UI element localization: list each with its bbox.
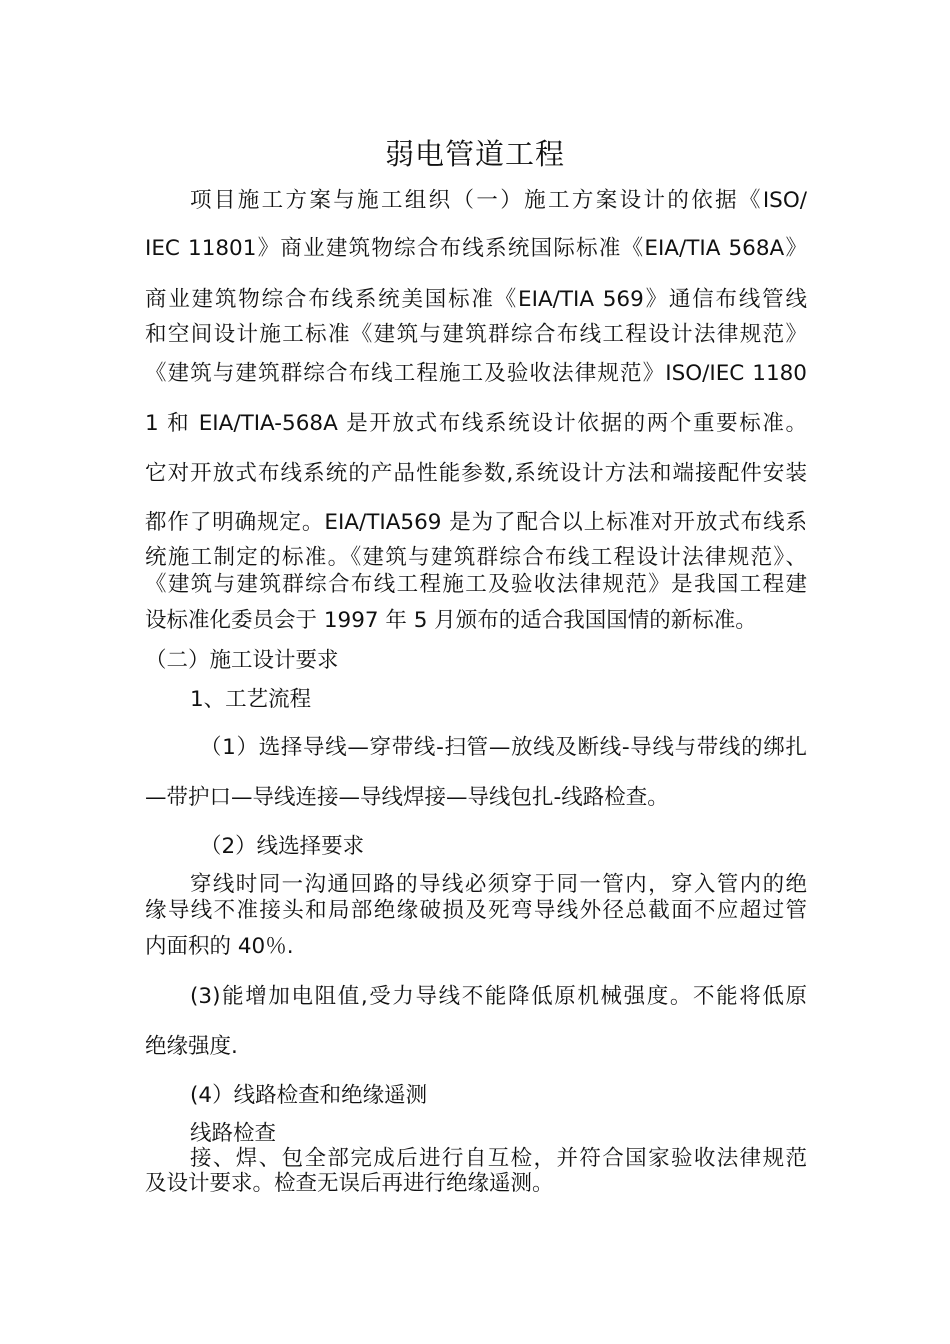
paragraph-line: —带护口—导线连接—导线焊接—导线包扎-线路检查。 [145,785,669,810]
paragraph-line: （1）选择导线—穿带线-扫管—放线及断线-导线与带线的绑扎 [200,735,807,760]
paragraph-line: 1 和 EIA/TIA-568A 是开放式布线系统设计依据的两个重要标准。 [145,411,807,436]
paragraph-line: 商业建筑物综合布线系统美国标准《EIA/TIA 569》通信布线管线 [145,287,807,312]
paragraph-line: 设标准化委员会于 1997 年 5 月颁布的适合我国国情的新标准。 [145,608,757,633]
paragraph-line: 和空间设计施工标准《建筑与建筑群综合布线工程设计法律规范》 [145,322,807,347]
paragraph-line: (3)能增加电阻值,受力导线不能降低原机械强度。不能将低原 [190,984,807,1009]
subsection-heading: （2）线选择要求 [200,834,365,859]
subsection-heading: 线路检查 [190,1121,277,1146]
paragraph-line: 都作了明确规定。EIA/TIA569 是为了配合以上标准对开放式布线系 [145,510,807,535]
paragraph-line: 项目施工方案与施工组织（一）施工方案设计的依据《ISO/ [190,188,807,213]
paragraph-line: 内面积的 40％. [145,934,294,959]
document-title: 弱电管道工程 [384,137,565,171]
paragraph-line: IEC 11801》商业建筑物综合布线系统国际标准《EIA/TIA 568A》 [145,236,807,261]
subsection-heading: 1、工艺流程 [190,687,312,712]
paragraph-line: 及设计要求。检查无误后再进行绝缘遥测。 [145,1171,554,1196]
paragraph-line: 穿线时同一沟通回路的导线必须穿于同一管内，穿入管内的绝 [190,872,807,897]
paragraph-line: 《建筑与建筑群综合布线工程施工及验收法律规范》ISO/IEC 1180 [145,361,807,386]
paragraph-line: 绝缘强度. [145,1034,238,1059]
paragraph-line: 接、焊、包全部完成后进行自互检，并符合国家验收法律规范 [190,1146,807,1171]
paragraph-line: 《建筑与建筑群综合布线工程施工及验收法律规范》是我国工程建 [145,572,807,597]
subsection-heading: (4）线路检查和绝缘遥测 [190,1083,428,1108]
section-heading: （二）施工设计要求 [145,648,339,673]
paragraph-line: 它对开放式布线系统的产品性能参数,系统设计方法和端接配件安装 [145,461,807,486]
paragraph-line: 统施工制定的标准。《建筑与建筑群综合布线工程设计法律规范》、 [145,545,807,570]
paragraph-line: 缘导线不准接头和局部绝缘破损及死弯导线外径总截面不应超过管 [145,898,807,923]
